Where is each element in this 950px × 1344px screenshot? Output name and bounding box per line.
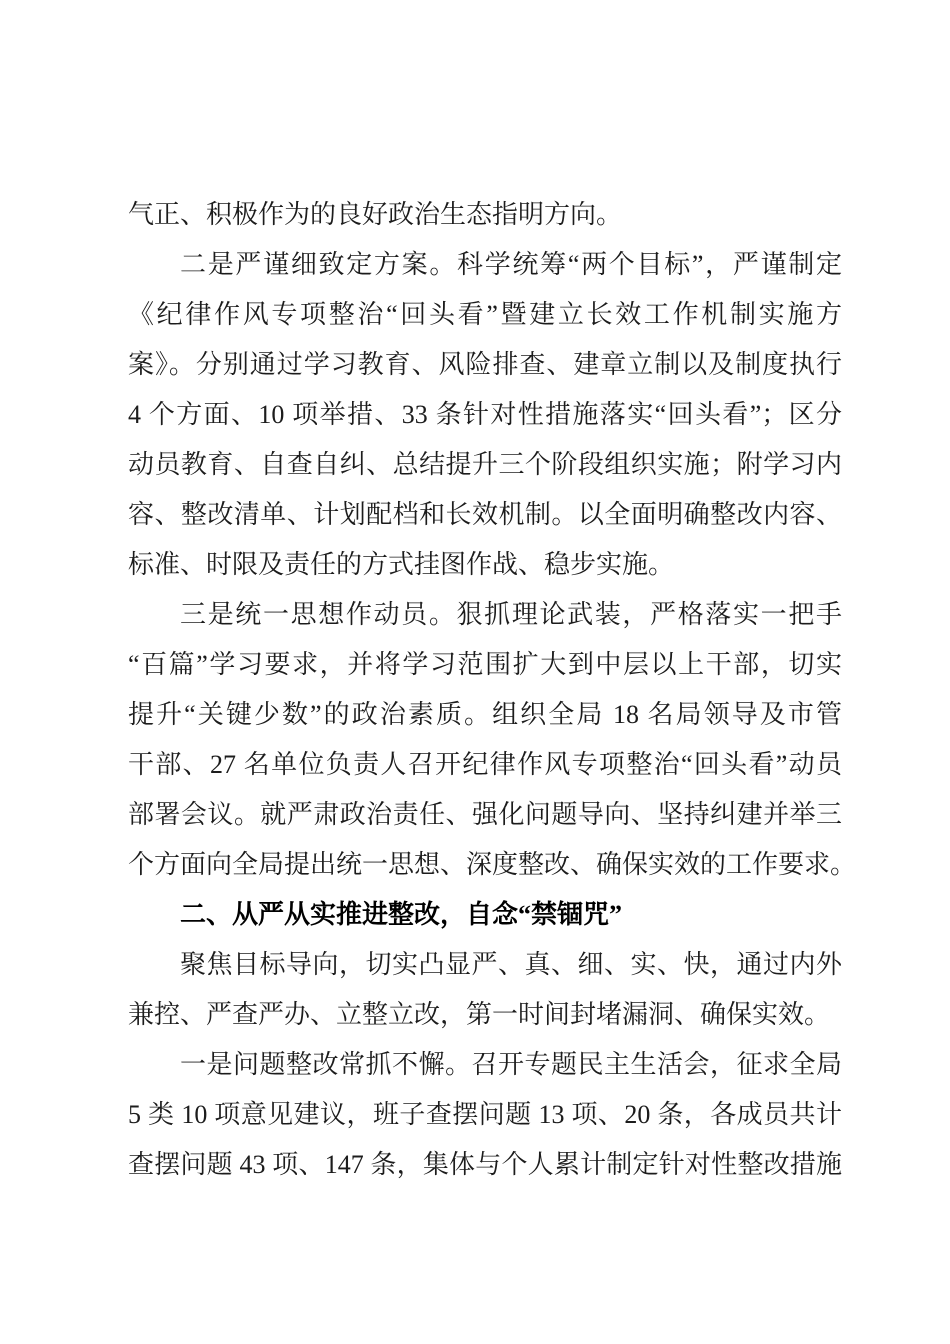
document-line: 提升“关键少数”的政治素质。组织全局 18 名局领导及市管: [128, 700, 842, 729]
document-line: 一是问题整改常抓不懈。召开专题民主生活会，征求全局: [180, 1050, 842, 1079]
document-line: 二是严谨细致定方案。科学统筹“两个目标”，严谨制定: [180, 250, 842, 279]
document-line: 5 类 10 项意见建议，班子查摆问题 13 项、20 条，各成员共计: [128, 1100, 842, 1129]
document-line: 标准、时限及责任的方式挂图作战、稳步实施。: [128, 550, 675, 579]
section: [128, 890, 842, 940]
paragraph: [128, 1040, 842, 1190]
paragraph: [128, 240, 842, 590]
document-line: 兼控、严查严办、立整立改，第一时间封堵漏洞、确保实效。: [128, 1000, 831, 1029]
document-line: 《纪律作风专项整治“回头看”暨建立长效工作机制实施方: [128, 300, 842, 329]
section-heading: 二、从严从实推进整改，自念“禁锢咒”: [180, 900, 623, 929]
document-line: 干部、27 名单位负责人召开纪律作风专项整治“回头看”动员: [128, 750, 842, 779]
document-line: 案》。分别通过学习教育、风险排查、建章立制以及制度执行: [128, 350, 842, 379]
document-line: 4 个方面、10 项举措、33 条针对性措施落实“回头看”；区分: [128, 400, 842, 429]
page-body: [128, 190, 857, 1190]
document-line: 三是统一思想作动员。狠抓理论武装，严格落实一把手: [180, 600, 842, 629]
document-line: 个方面向全局提出统一思想、深度整改、确保实效的工作要求。: [128, 850, 857, 879]
document-line: 部署会议。就严肃政治责任、强化问题导向、坚持纠建并举三: [128, 800, 842, 829]
document-line: 容、整改清单、计划配档和长效机制。以全面明确整改内容、: [128, 500, 842, 529]
document-line: “百篇”学习要求，并将学习范围扩大到中层以上干部，切实: [128, 650, 842, 679]
document-line: 气正、积极作为的良好政治生态指明方向。: [128, 200, 623, 229]
paragraph: [128, 590, 857, 890]
paragraph: [128, 190, 842, 240]
paragraph: [128, 940, 842, 1040]
document-line: 查摆问题 43 项、147 条，集体与个人累计制定针对性整改措施: [128, 1150, 842, 1179]
document-line: 动员教育、自查自纠、总结提升三个阶段组织实施；附学习内: [128, 450, 842, 479]
document-line: 聚焦目标导向，切实凸显严、真、细、实、快，通过内外: [180, 950, 842, 979]
